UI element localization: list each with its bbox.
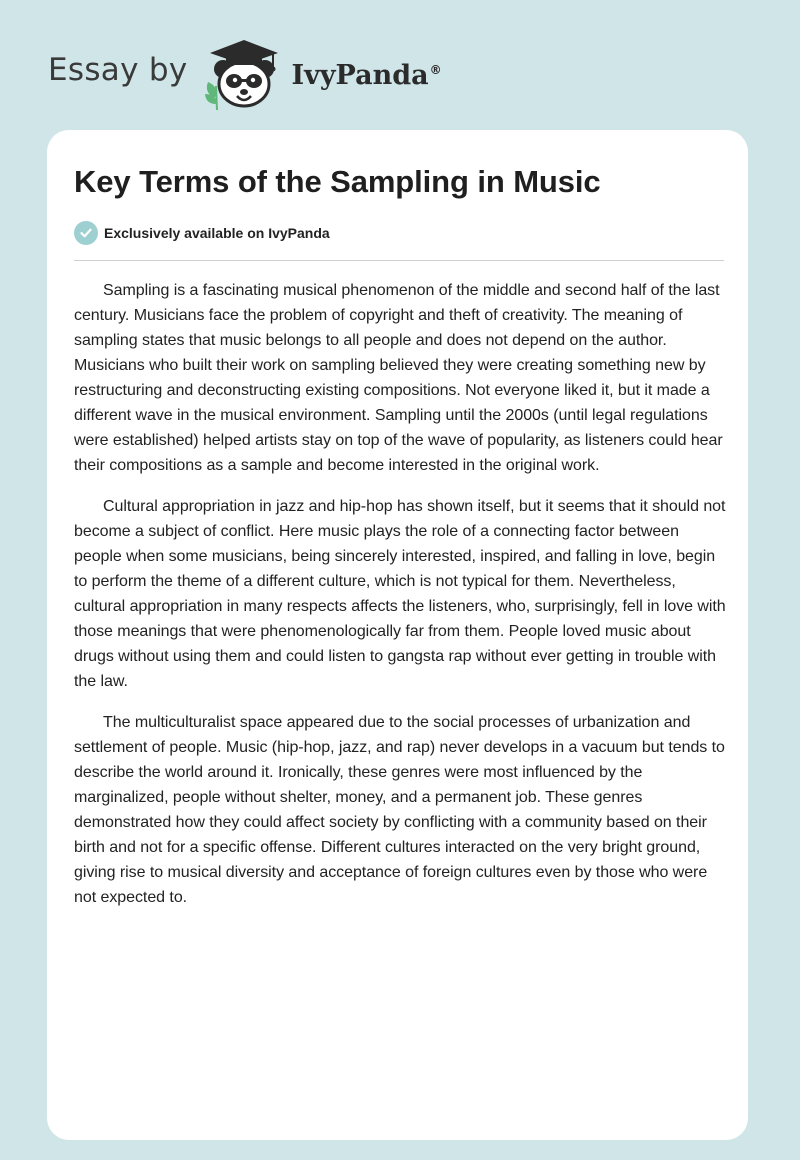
check-circle-icon: [74, 221, 98, 245]
registered-mark: ®: [429, 62, 442, 77]
brand-name-text: IvyPanda: [291, 59, 429, 91]
title-divider: [74, 260, 724, 261]
exclusive-badge-label: Exclusively available on IvyPanda: [104, 225, 330, 241]
essay-card: [47, 130, 748, 1140]
panda-logo-icon[interactable]: [202, 34, 288, 114]
paragraph: Cultural appropriation in jazz and hip-hop has shown itself, but it seems that it should not become a subject of conflict. Here music plays the role of a connecting factor between people when some musicians, being sincerely interested, inspired, and falling in love, begin to perform the theme of a different culture, which is not typical for them. Nevertheless, cultural appropriation in many respects affects the listeners, who, surprisingly, fell in love with those meanings that were phenomenologically far from them. People loved music about drugs without using them and could listen to gangsta rap without ever getting in trouble with the law.: [74, 498, 726, 690]
exclusive-badge: [74, 221, 330, 245]
essay-body: [74, 278, 726, 926]
essay-by-label: Essay by: [48, 52, 188, 88]
brand-name[interactable]: [292, 60, 442, 91]
page-title: Key Terms of the Sampling in Music: [74, 164, 601, 199]
site-header: [48, 34, 442, 114]
paragraph: The multiculturalist space appeared due to the social processes of urbanization and settlement of people. Music (hip-hop, jazz, and rap) never develops in a vacuum but tends to describe the world around it. Ironically, these genres were most influenced by the marginalized, people without shelter, money, and a permanent job. These genres demonstrated how they could affect society by conflicting with a community based on their birth and not for a specific offense. Different cultures interacted on the very bright ground, giving rise to musical diversity and acceptance of foreign cultures even by those who were not expected to.: [74, 714, 725, 906]
paragraph: Sampling is a fascinating musical phenomenon of the middle and second half of the last century. Musicians face the problem of copyright and theft of creativity. The meaning of sampling states that music belongs to all people and does not depend on the author. Musicians who built their work on sampling believed they were creating something new by restructuring and deconstructing existing compositions. Not everyone liked it, but it made a different wave in the musical environment. Sampling until the 2000s (until legal regulations were established) helped artists stay on top of the wave of popularity, as listeners could hear their compositions as a sample and become interested in the original work.: [74, 282, 723, 474]
